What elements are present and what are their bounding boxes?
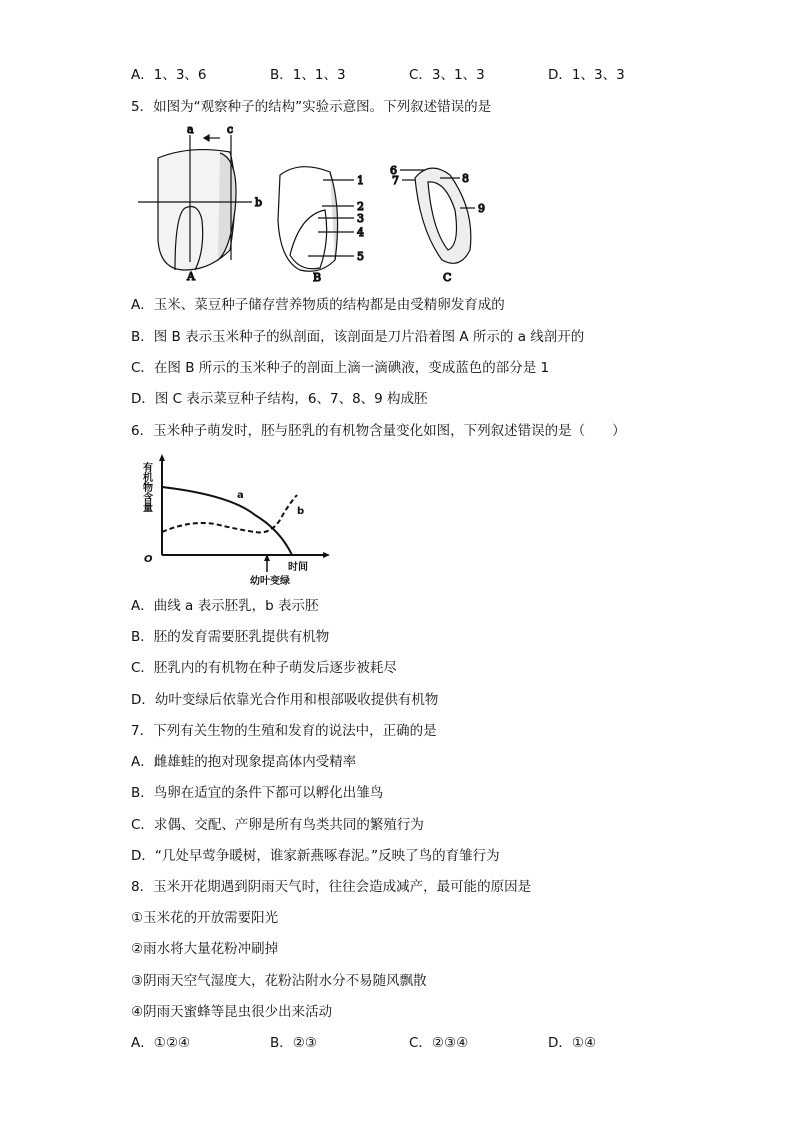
q5-option-d: D．图 C 表示菜豆种子结构，6、7、8、9 构成胚 (131, 391, 428, 407)
curve-a (162, 487, 292, 555)
figure-label: 8 (462, 172, 469, 185)
q7-option-b: B．鸟卵在适宜的条件下都可以孵化出雏鸟 (131, 785, 384, 801)
q5-stem: 5．如图为“观察种子的结构”实验示意图。下列叙述错误的是 (131, 99, 492, 115)
figure-label: 2 (357, 200, 364, 213)
q5-option-a: A．玉米、菜豆种子储存营养物质的结构都是由受精卵发育成的 (131, 297, 505, 313)
figure-label: 7 (392, 174, 399, 187)
seed-structure-figure (130, 120, 500, 290)
q8-option-c: C．②③④ (409, 1035, 469, 1051)
q7-stem: 7．下列有关生物的生殖和发育的说法中，正确的是 (131, 723, 437, 739)
q6-option-d: D．幼叶变绿后依靠光合作用和根部吸收提供有机物 (131, 692, 439, 708)
q5-option-c: C．在图 B 所示的玉米种子的剖面上滴一滴碘液，变成蓝色的部分是 1 (131, 360, 550, 376)
figure-label: 9 (478, 202, 485, 215)
figure-a-corn-seed (138, 123, 262, 283)
q8-item-4: ④阴雨天蜜蜂等昆虫很少出来活动 (131, 1004, 333, 1020)
q7-option-a: A．雌雄蛙的抱对现象提高体内受精率 (131, 754, 357, 770)
q6-option-b: B．胚的发育需要胚乳提供有机物 (131, 629, 330, 645)
q8-item-1: ①玉米花的开放需要阳光 (131, 910, 279, 926)
q6-option-a: A．曲线 a 表示胚乳，b 表示胚 (131, 598, 319, 614)
q8-option-b: B．②③ (270, 1035, 317, 1051)
q6-option-c: C．胚乳内的有机物在种子萌发后逐步被耗尽 (131, 660, 397, 676)
figure-label: 6 (390, 164, 397, 177)
annotation-label: 幼叶变绿 (250, 576, 290, 587)
x-axis-label: 时间 (288, 562, 308, 573)
q6-stem: 6．玉米种子萌发时，胚与胚乳的有机物含量变化如图，下列叙述错误的是（ ） (131, 423, 626, 439)
q8-item-3: ③阴雨天空气湿度大，花粉沾附水分不易随风飘散 (131, 973, 427, 989)
q7-option-c: C．求偶、交配、产卵是所有鸟类共同的繁殖行为 (131, 817, 424, 833)
q4-option-b: B．1、1、3 (270, 67, 346, 83)
y-axis-label: 有机物含量 (140, 462, 152, 512)
label-b: b (255, 196, 263, 209)
q4-option-a: A．1、3、6 (131, 67, 207, 83)
q4-option-c: C．3、1、3 (409, 67, 485, 83)
curve-b-label: b (297, 506, 305, 517)
origin-label: O (144, 554, 153, 565)
q5-option-b: B．图 B 表示玉米种子的纵剖面，该剖面是刀片沿着图 A 所示的 a 线剖开的 (131, 329, 585, 345)
organic-matter-graph (140, 450, 340, 590)
figure-c-bean-seed (390, 164, 485, 284)
q4-option-d: D．1、3、3 (548, 67, 625, 83)
q7-option-d: D．“几处早莺争暖树，谁家新燕啄春泥。”反映了鸟的育雏行为 (131, 848, 500, 864)
figure-label: 1 (357, 174, 364, 187)
figure-b-corn-section (278, 167, 364, 284)
label-c: c (227, 123, 234, 136)
q8-stem: 8．玉米开花期遇到阴雨天气时，往往会造成减产，最可能的原因是 (131, 879, 532, 895)
q8-item-2: ②雨水将大量花粉冲刷掉 (131, 941, 279, 957)
label-a: a (187, 123, 194, 136)
label-fig-a: A (187, 270, 195, 283)
q8-option-a: A．①②④ (131, 1035, 191, 1051)
figure-label: C (443, 271, 452, 284)
figure-label: 4 (357, 226, 364, 239)
figure-label: 5 (357, 250, 364, 263)
q8-option-d: D．①④ (548, 1035, 597, 1051)
figure-label: 3 (357, 212, 364, 225)
curve-a-label: a (237, 490, 244, 501)
figure-label: B (313, 271, 322, 284)
